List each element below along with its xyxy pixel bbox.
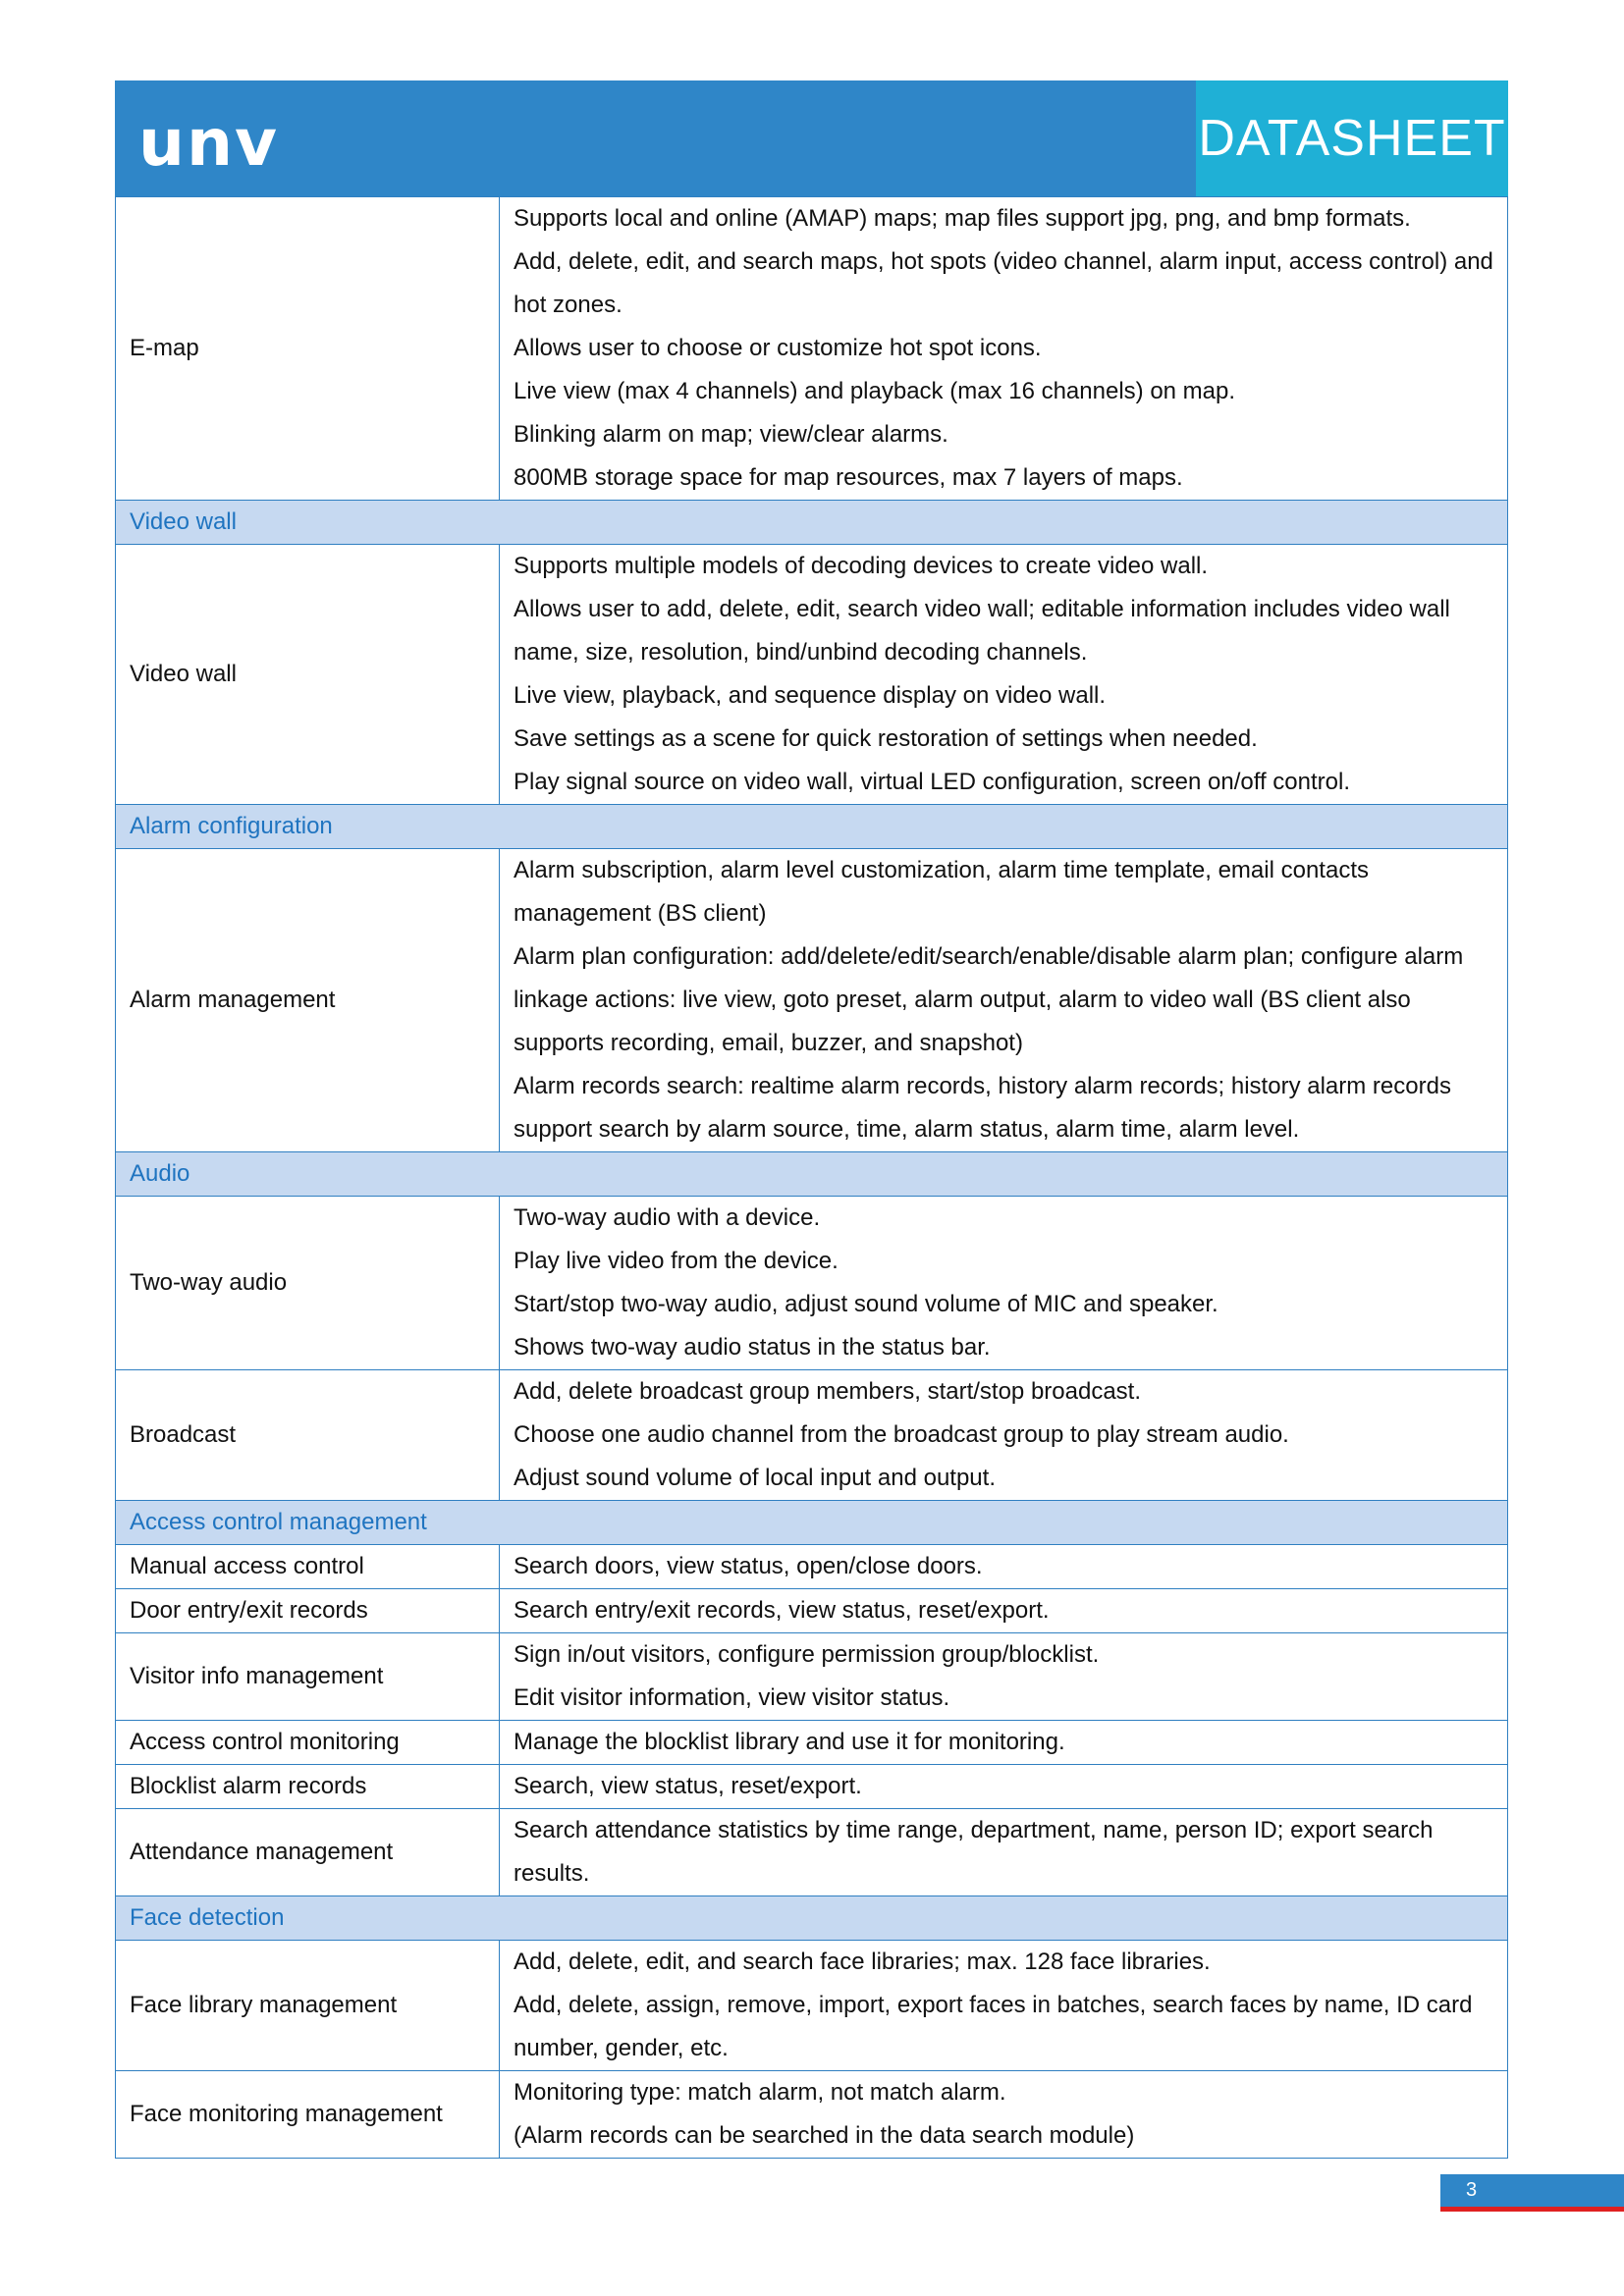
description-line: Manage the blocklist library and use it for monitoring.	[514, 1729, 1065, 1755]
description-line: Play signal source on video wall, virtual LED configuration, screen on/off control.	[514, 769, 1351, 795]
description-line: linkage actions: live view, goto preset, alarm output, alarm to video wall (BS client also	[514, 987, 1411, 1013]
description-line: Live view, playback, and sequence display on video wall.	[514, 682, 1107, 709]
feature-description	[500, 545, 1508, 805]
feature-label: Two-way audio	[116, 1197, 500, 1370]
feature-label: Manual access control	[116, 1545, 500, 1589]
section-title: Video wall	[116, 501, 1508, 545]
description-line: Search, view status, reset/export.	[514, 1773, 862, 1799]
feature-description	[500, 849, 1508, 1152]
description-line: Add, delete, edit, and search maps, hot spots (video channel, alarm input, access control) and	[514, 248, 1493, 275]
section-header-row	[116, 1152, 1508, 1197]
section-title: Face detection	[116, 1896, 1508, 1941]
section-title: Access control management	[116, 1501, 1508, 1545]
description-line: Supports multiple models of decoding devices to create video wall.	[514, 553, 1209, 579]
description-line: Save settings as a scene for quick restoration of settings when needed.	[514, 725, 1258, 752]
description-line: Blinking alarm on map; view/clear alarms.	[514, 421, 948, 448]
logo	[115, 80, 1196, 196]
page-header	[115, 80, 1508, 196]
table-row	[116, 1197, 1508, 1370]
feature-description	[500, 1197, 1508, 1370]
description-line: Alarm subscription, alarm level customization, alarm time template, email contacts	[514, 857, 1369, 883]
feature-description	[500, 1941, 1508, 2071]
feature-label: Access control monitoring	[116, 1721, 500, 1765]
feature-label: Face monitoring management	[116, 2071, 500, 2159]
feature-description	[500, 1589, 1508, 1633]
feature-label: Visitor info management	[116, 1633, 500, 1721]
datasheet-badge: DATASHEET	[1196, 80, 1508, 196]
description-line: supports recording, email, buzzer, and snapshot)	[514, 1030, 1023, 1056]
page-footer	[1440, 2174, 1624, 2212]
table-row	[116, 545, 1508, 805]
feature-label: E-map	[116, 197, 500, 501]
table-row	[116, 1633, 1508, 1721]
feature-label: Door entry/exit records	[116, 1589, 500, 1633]
description-line: Add, delete, edit, and search face libraries; max. 128 face libraries.	[514, 1949, 1211, 1975]
description-line: Add, delete broadcast group members, start/stop broadcast.	[514, 1378, 1142, 1405]
description-line: Monitoring type: match alarm, not match alarm.	[514, 2079, 1006, 2106]
feature-label: Alarm management	[116, 849, 500, 1152]
section-title: Audio	[116, 1152, 1508, 1197]
table-row	[116, 2071, 1508, 2159]
description-line: support search by alarm source, time, alarm status, alarm time, alarm level.	[514, 1116, 1300, 1143]
feature-label: Face library management	[116, 1941, 500, 2071]
table-row	[116, 1545, 1508, 1589]
description-line: (Alarm records can be searched in the data search module)	[514, 2122, 1135, 2149]
page-number: 3	[1466, 2179, 1478, 2201]
description-line: Choose one audio channel from the broadcast group to play stream audio.	[514, 1421, 1289, 1448]
description-line: Sign in/out visitors, configure permission group/blocklist.	[514, 1641, 1100, 1668]
table-row	[116, 1589, 1508, 1633]
table-row	[116, 1765, 1508, 1809]
description-line: Add, delete, assign, remove, import, export faces in batches, search faces by name, ID card	[514, 1992, 1473, 2018]
description-line: Allows user to add, delete, edit, search video wall; editable information includes video wall	[514, 596, 1450, 622]
description-line: Edit visitor information, view visitor status.	[514, 1684, 950, 1711]
description-line: Play live video from the device.	[514, 1248, 839, 1274]
table-row	[116, 849, 1508, 1152]
feature-description	[500, 1721, 1508, 1765]
description-line: Alarm records search: realtime alarm records, history alarm records; history alarm records	[514, 1073, 1451, 1099]
feature-description	[500, 197, 1508, 501]
table-row	[116, 1941, 1508, 2071]
feature-label: Broadcast	[116, 1370, 500, 1501]
feature-label: Blocklist alarm records	[116, 1765, 500, 1809]
feature-description	[500, 1809, 1508, 1896]
description-line: Search entry/exit records, view status, reset/export.	[514, 1597, 1050, 1624]
description-line: Supports local and online (AMAP) maps; map files support jpg, png, and bmp formats.	[514, 205, 1411, 232]
table-row	[116, 1809, 1508, 1896]
feature-description	[500, 1545, 1508, 1589]
logo-text: unv	[138, 105, 279, 181]
description-line: name, size, resolution, bind/unbind decoding channels.	[514, 639, 1088, 666]
description-line: Adjust sound volume of local input and output.	[514, 1465, 996, 1491]
description-line: Search doors, view status, open/close doors.	[514, 1553, 983, 1579]
feature-label: Video wall	[116, 545, 500, 805]
section-header-row	[116, 1501, 1508, 1545]
table-row	[116, 1721, 1508, 1765]
description-line: Live view (max 4 channels) and playback (max 16 channels) on map.	[514, 378, 1236, 404]
description-line: Start/stop two-way audio, adjust sound volume of MIC and speaker.	[514, 1291, 1218, 1317]
description-line: number, gender, etc.	[514, 2035, 729, 2061]
spec-table	[115, 196, 1508, 2159]
feature-description	[500, 1633, 1508, 1721]
description-line: Two-way audio with a device.	[514, 1204, 821, 1231]
feature-description	[500, 1370, 1508, 1501]
description-line: Allows user to choose or customize hot spot icons.	[514, 335, 1042, 361]
description-line: Search attendance statistics by time range, department, name, person ID; export search results.	[514, 1817, 1434, 1887]
description-line: hot zones.	[514, 292, 623, 318]
section-header-row	[116, 501, 1508, 545]
feature-description	[500, 1765, 1508, 1809]
description-line: 800MB storage space for map resources, max 7 layers of maps.	[514, 464, 1183, 491]
section-header-row	[116, 1896, 1508, 1941]
section-header-row	[116, 805, 1508, 849]
description-line: Shows two-way audio status in the status bar.	[514, 1334, 991, 1361]
feature-label: Attendance management	[116, 1809, 500, 1896]
table-row	[116, 1370, 1508, 1501]
table-row	[116, 197, 1508, 501]
description-line: management (BS client)	[514, 900, 767, 927]
description-line: Alarm plan configuration: add/delete/edit/search/enable/disable alarm plan; configure alarm	[514, 943, 1464, 970]
feature-description	[500, 2071, 1508, 2159]
section-title: Alarm configuration	[116, 805, 1508, 849]
